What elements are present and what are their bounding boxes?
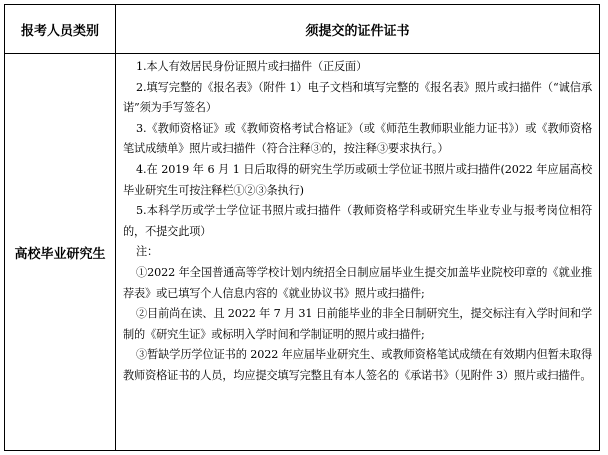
note-item-3: ③暂缺学历学位证书的 2022 年应届毕业研究生、或教师资格笔试成绩在有效期内但暂未取得教师资格证书的人员，均应提交填写完整且有本人签名的《承诺书》（见附件 3）照片或扫描件。 [123,348,592,382]
documents-cell [116,54,600,451]
requirement-item-3: 3.《教师资格证》或《教师资格考试合格证》（或《师范生教师职业能力证书》）或《教师资格笔试成绩单》照片或扫描件（符合注释③的，按注释③要求执行。） [123,121,592,156]
note-item-2: ②目前尚在读、且 2022 年 7 月 31 日前能毕业的非全日制研究生，提交标注有入学时间和学制的《研究生证》或标明入学时间和学制证明的照片或扫描件; [123,307,592,341]
requirements-table [4,4,600,451]
header-category: 报考人员类别 [5,5,116,54]
header-documents: 须提交的证件证书 [116,5,600,54]
requirement-item-4: 4.在 2019 年 6 月 1 日后取得的研究生学历或硕士学位证书照片或扫描件(2022 年应届高校毕业研究生可按注释栏①②③条执行) [123,162,592,197]
requirement-item-1: 1.本人有效居民身份证照片或扫描件（正反面） [136,60,368,73]
note-label: 注： [136,245,159,259]
requirement-item-2: 2.填写完整的《报名表》（附件 1）电子文档和填写完整的《报名表》照片或扫描件（“诚信承诺”须为手写签名） [123,80,592,115]
table-header-row [5,5,600,54]
note-item-1: ①2022 年全国普通高等学校计划内统招全日制应届毕业生提交加盖毕业院校印章的《就业推荐表》或已填写个人信息内容的《就业协议书》照片或扫描件; [123,265,592,300]
category-cell: 高校毕业研究生 [5,54,116,451]
table-row [5,54,600,451]
requirement-item-5: 5.本科学历或学士学位证书照片或扫描件（教师资格学科或研究生毕业专业与报考岗位相符的，不提交此项） [123,204,592,238]
